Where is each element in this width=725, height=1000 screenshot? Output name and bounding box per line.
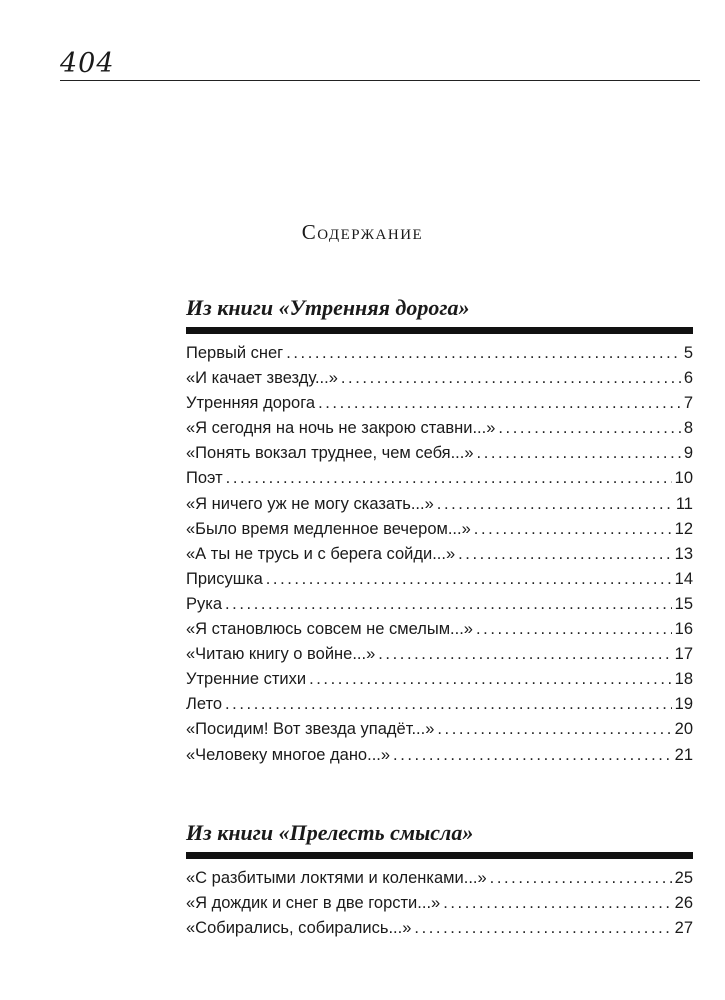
- toc-entry-title: Лето: [186, 695, 223, 714]
- toc-entry-page: 9: [683, 444, 693, 463]
- toc-entry-title: «Собирались, собирались...»: [186, 919, 412, 938]
- contents-title: Содержание: [301, 220, 424, 244]
- dot-leader: [225, 695, 672, 714]
- toc-entry-page: 6: [683, 369, 693, 388]
- page-number: 404: [60, 48, 115, 79]
- dot-leader: [225, 595, 672, 614]
- toc-entry: [186, 369, 693, 394]
- toc-entry-title: «Я становлюсь совсем не смелым...»: [186, 620, 473, 639]
- toc-entry-title: «Я ничего уж не могу сказать...»: [186, 494, 434, 513]
- toc-entry-title: «С разбитыми локтями и коленками...»: [186, 869, 487, 887]
- toc-entry-page: 14: [674, 569, 693, 588]
- toc-entry: [186, 495, 693, 520]
- toc-entry: [186, 419, 693, 444]
- toc-entry-title: «Посидим! Вот звезда упадёт...»: [186, 720, 435, 739]
- toc-entry-title: «Было время медленное вечером...»: [186, 519, 471, 538]
- toc-entry-title: Поэт: [186, 469, 223, 488]
- toc-entry-title: Первый снег: [186, 344, 284, 362]
- dot-leader: [286, 344, 681, 363]
- toc-entry-title: «И качает звезду...»: [186, 369, 338, 388]
- toc-entry-page: 26: [674, 894, 693, 913]
- toc-entry-page: 15: [674, 594, 693, 613]
- dot-leader: [226, 469, 672, 488]
- dot-leader: [443, 894, 671, 913]
- section-rule: [186, 852, 693, 859]
- toc-entry: [186, 545, 693, 570]
- toc-entry-title: «Понять вокзал труднее, чем себя...»: [186, 444, 474, 463]
- dot-leader: [341, 369, 681, 388]
- dot-leader: [477, 444, 681, 463]
- toc-entry-page: 7: [683, 394, 693, 413]
- toc-entry: [186, 469, 693, 494]
- toc-entry: [186, 746, 693, 771]
- dot-leader: [378, 645, 671, 664]
- toc-entry-page: 5: [683, 344, 693, 362]
- toc-entry-page: 16: [674, 620, 693, 639]
- toc-entry-title: Рука: [186, 594, 223, 613]
- toc-entry-page: 12: [674, 519, 693, 538]
- toc-entry-page: 11: [675, 494, 693, 513]
- toc-entry-title: Утренние стихи: [186, 670, 307, 689]
- dot-leader: [414, 919, 671, 938]
- toc-entry: [186, 570, 693, 595]
- toc-entry-page: 18: [674, 670, 693, 689]
- toc-entry-page: 19: [674, 695, 693, 714]
- dot-leader: [266, 570, 672, 589]
- dot-leader: [474, 520, 672, 539]
- toc-entry: [186, 394, 693, 419]
- toc-entry: [186, 520, 693, 545]
- dot-leader: [458, 545, 672, 564]
- dot-leader: [490, 869, 672, 888]
- toc-entry-page: 10: [674, 469, 693, 488]
- toc-entry-page: 13: [674, 544, 693, 563]
- toc-section-utrennyaya-doroga: [186, 297, 693, 771]
- toc-entry-title: «Читаю книгу о войне...»: [186, 645, 376, 664]
- toc-entry-title: Присушка: [186, 569, 263, 588]
- toc-entry-title: «Я сегодня на ночь не закрою ставни...»: [186, 419, 496, 438]
- header-rule: [60, 80, 700, 81]
- toc-entry: [186, 670, 693, 695]
- toc-entry: [186, 344, 693, 369]
- toc-entry-title: «Я дождик и снег в две горсти...»: [186, 894, 441, 913]
- toc-entry: [186, 695, 693, 720]
- dot-leader: [498, 419, 680, 438]
- dot-leader: [437, 495, 673, 514]
- toc-entry: [186, 894, 693, 919]
- dot-leader: [437, 720, 671, 739]
- toc-entry-title: «А ты не трусь и с берега сойди...»: [186, 544, 456, 563]
- toc-section-prelest-smysla: [186, 822, 693, 944]
- section-heading: Из книги «Прелесть смысла»: [186, 820, 474, 845]
- toc-entry-page: 21: [674, 745, 693, 764]
- section-rule: [186, 327, 693, 334]
- dot-leader: [309, 670, 672, 689]
- toc-entry: [186, 919, 693, 944]
- toc-entry-title: Утренняя дорога: [186, 394, 316, 413]
- dot-leader: [318, 394, 681, 413]
- toc-entry: [186, 869, 693, 894]
- toc-entry: [186, 720, 693, 745]
- toc-entry: [186, 444, 693, 469]
- toc-entry: [186, 645, 693, 670]
- toc-entry-page: 27: [674, 919, 693, 938]
- toc-entry-page: 25: [674, 869, 693, 887]
- toc-entry: [186, 595, 693, 620]
- dot-leader: [393, 746, 672, 765]
- toc-entry: [186, 620, 693, 645]
- toc-entry-title: «Человеку многое дано...»: [186, 745, 391, 764]
- toc-entry-page: 17: [674, 645, 693, 664]
- section-heading: Из книги «Утренняя дорога»: [186, 295, 470, 320]
- toc-entry-page: 8: [683, 419, 693, 438]
- toc-entry-page: 20: [674, 720, 693, 739]
- dot-leader: [476, 620, 672, 639]
